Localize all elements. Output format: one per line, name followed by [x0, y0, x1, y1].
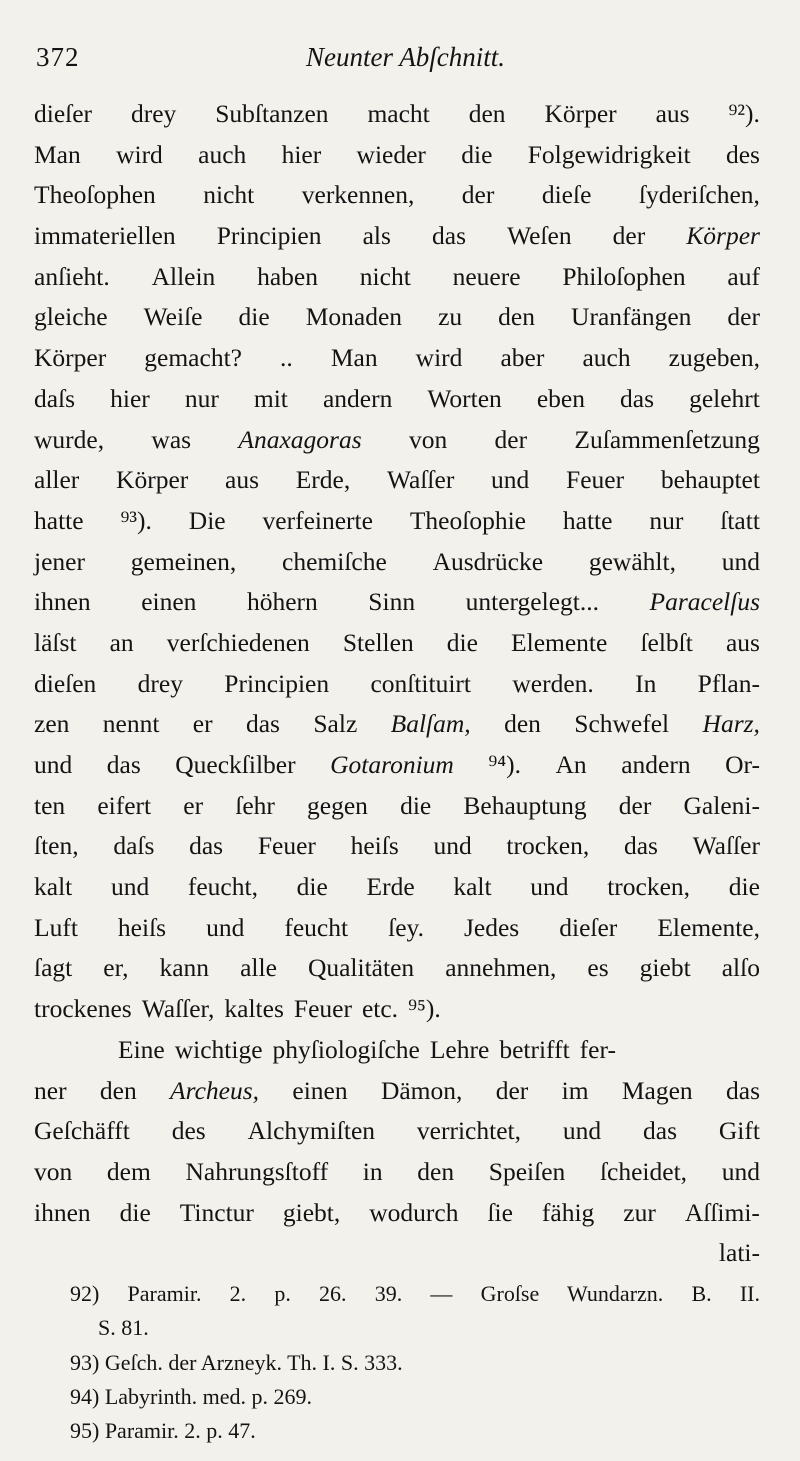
- word: das: [620, 383, 655, 413]
- footnote: [70, 1311, 760, 1345]
- word: Gift: [718, 1116, 760, 1146]
- word: nicht: [359, 261, 411, 291]
- word: gelehrt: [689, 383, 760, 413]
- word: Erde: [366, 872, 415, 902]
- word: zen: [34, 709, 70, 739]
- word: verrichtet,: [416, 1116, 521, 1146]
- word: fer-: [579, 1034, 616, 1064]
- word: verſchiedenen: [166, 627, 310, 657]
- word: Speiſen: [488, 1156, 566, 1186]
- word: ſehr: [235, 790, 275, 820]
- word: zugeben,: [668, 343, 760, 373]
- word: das: [189, 831, 224, 861]
- word: das: [106, 750, 141, 779]
- word: wichtige: [174, 1034, 263, 1064]
- footnote-text: 92) Paramir. 2. p. 26. 39. — Groſse Wundarzn. B. II.: [70, 1281, 760, 1306]
- text-line: [34, 1071, 760, 1112]
- word: andern: [322, 383, 393, 413]
- word: Gotaronium: [330, 750, 454, 779]
- word: Balſam,: [390, 709, 471, 739]
- word: Man: [330, 343, 378, 373]
- footnote-text: 93) Geſch. der Arzneyk. Th. I. S. 333.: [70, 1349, 403, 1375]
- word: ⁹⁵).: [408, 994, 441, 1024]
- word: Monaden: [305, 302, 403, 332]
- word: ſten,: [34, 831, 79, 861]
- word: der: [618, 790, 652, 820]
- word: andern: [621, 750, 691, 779]
- word: den: [99, 1075, 137, 1105]
- word: ſelbſt: [640, 627, 693, 657]
- word: das: [432, 221, 466, 251]
- word: und: [530, 872, 569, 902]
- text-line: [34, 908, 760, 949]
- word: die: [461, 139, 493, 169]
- text-line: [34, 460, 760, 501]
- word: im: [561, 1075, 589, 1105]
- word: der: [495, 1075, 529, 1105]
- word: und: [491, 465, 530, 495]
- word: verfeinerte: [262, 505, 373, 535]
- word: Magen: [621, 1075, 693, 1105]
- word: einen: [292, 1075, 348, 1105]
- word: des: [725, 139, 760, 169]
- text-line: [34, 1152, 760, 1193]
- word: fähig: [541, 1197, 595, 1227]
- word: Alchymiſten: [247, 1116, 376, 1146]
- word: das: [643, 1116, 677, 1146]
- footnote: [70, 1414, 760, 1448]
- word: was: [151, 424, 192, 454]
- text-line: [34, 1030, 760, 1071]
- word: gemacht?: [144, 343, 242, 373]
- word: wurde,: [34, 424, 105, 454]
- word: und: [721, 1156, 760, 1186]
- word: wodurch: [369, 1197, 459, 1227]
- word: nur: [184, 383, 219, 413]
- word: Or-: [725, 750, 760, 779]
- word: Körper: [686, 221, 760, 251]
- text-line: [34, 338, 760, 379]
- word: macht: [367, 99, 430, 128]
- word: Folgewidrigkeit: [527, 139, 691, 169]
- word: feucht: [284, 912, 349, 942]
- word: drey: [137, 668, 183, 698]
- word: trocken,: [506, 831, 590, 861]
- word: ⁹³).: [120, 505, 152, 535]
- word: drey: [130, 99, 177, 128]
- word: ſey.: [388, 912, 424, 942]
- word: Anaxagoras: [238, 424, 362, 454]
- word: hier: [110, 383, 150, 413]
- footnote-text: 95) Paramir. 2. p. 47.: [70, 1418, 256, 1444]
- word: Galeni-: [683, 790, 760, 820]
- word: das: [726, 1075, 760, 1105]
- word: ⁹⁴).: [488, 750, 522, 779]
- text-line: [34, 420, 760, 461]
- word: daſs: [113, 831, 155, 861]
- word: Dämon,: [380, 1075, 463, 1105]
- word: Ausdrücke: [432, 546, 544, 576]
- word: gewählt,: [588, 546, 676, 576]
- word: Jedes: [464, 912, 520, 942]
- word: den: [504, 709, 541, 739]
- word: kalt: [453, 872, 492, 902]
- word: von: [34, 1156, 73, 1186]
- word: ſagt: [34, 953, 73, 983]
- text-line: [34, 135, 760, 176]
- word: von: [408, 424, 448, 454]
- word: Principien: [216, 221, 322, 251]
- word: heiſs: [117, 912, 167, 942]
- word: giebt: [639, 953, 691, 983]
- word: Körper: [34, 343, 107, 373]
- word: und: [562, 1116, 602, 1146]
- word: den: [417, 1156, 455, 1186]
- page-number: 372: [36, 42, 80, 72]
- word: und: [721, 546, 760, 576]
- word: phyſiologiſche: [272, 1034, 420, 1064]
- word: jener: [34, 546, 85, 576]
- text-line: [34, 867, 760, 908]
- word: Behauptung: [463, 790, 587, 820]
- word: verkennen,: [301, 180, 415, 210]
- word: den: [468, 99, 506, 128]
- word: in: [362, 1156, 383, 1186]
- word: Lehre: [429, 1034, 490, 1064]
- text-line: [34, 94, 760, 135]
- text-line: [34, 786, 760, 827]
- footnote-text: 94) Labyrinth. med. p. 269.: [70, 1383, 312, 1409]
- word: auf: [727, 261, 760, 291]
- word: kalt: [34, 872, 73, 902]
- word: und: [206, 912, 245, 942]
- word: Körper: [116, 465, 189, 495]
- text-line: [34, 297, 760, 338]
- word: hatte: [34, 505, 84, 535]
- word: ſcheidet,: [599, 1156, 688, 1186]
- word: dieſer: [559, 912, 618, 942]
- footnote: [70, 1277, 760, 1311]
- word: annehmen,: [445, 953, 557, 983]
- text-line: [34, 1193, 760, 1234]
- word: nicht: [203, 180, 255, 210]
- word: giebt,: [282, 1197, 341, 1227]
- word: ten: [34, 790, 66, 820]
- word: Weſen: [507, 221, 572, 251]
- text-line: [34, 582, 760, 623]
- word: ihnen: [34, 587, 91, 617]
- word: die: [119, 1197, 151, 1227]
- word: Waſſer: [386, 465, 455, 495]
- word: aller: [34, 465, 80, 495]
- word: und: [34, 750, 73, 779]
- word: feucht,: [187, 872, 258, 902]
- word: ⁹²).: [728, 99, 760, 128]
- word: auch: [198, 139, 247, 169]
- word: wird: [415, 343, 463, 373]
- word: Eine: [118, 1034, 165, 1064]
- word: es: [587, 953, 609, 983]
- word: Erde,: [295, 465, 351, 495]
- word: die: [446, 627, 478, 657]
- word: ..: [280, 343, 293, 373]
- word: Man: [34, 139, 81, 169]
- word: zur: [623, 1197, 656, 1227]
- word: conſtituirt: [370, 668, 472, 698]
- word: hier: [281, 139, 322, 169]
- text-line: [34, 216, 760, 257]
- word: Aſſimi-: [684, 1197, 760, 1227]
- word: der: [494, 424, 528, 454]
- word: die: [400, 790, 432, 820]
- word: untergelegt...: [465, 587, 599, 617]
- footnotes: [70, 1277, 760, 1448]
- word: etc.: [361, 994, 399, 1024]
- word: gemeinen,: [130, 546, 237, 576]
- word: trockenes: [34, 994, 132, 1024]
- text-line: [34, 542, 760, 583]
- word: Paracelſus: [649, 587, 760, 617]
- text-line: [34, 1111, 760, 1152]
- word: Waſſer,: [141, 994, 215, 1024]
- word: Philoſophen: [562, 261, 686, 291]
- word: die: [296, 872, 328, 902]
- word: das: [623, 831, 658, 861]
- word: Schwefel: [574, 709, 670, 739]
- text-line: [34, 989, 760, 1030]
- word: Geſchäfft: [34, 1116, 130, 1146]
- word: immateriellen: [34, 221, 176, 251]
- page-header: [36, 42, 760, 78]
- word: und: [433, 831, 472, 861]
- word: Salz: [313, 709, 358, 739]
- word: ſyderiſchen,: [638, 180, 760, 210]
- text-line: [34, 501, 760, 542]
- word: der: [612, 221, 646, 251]
- word: läſst: [34, 627, 77, 657]
- word: kann: [159, 953, 210, 983]
- word: einen: [141, 587, 197, 617]
- word: aus: [225, 465, 259, 495]
- word: gegen: [307, 790, 368, 820]
- text-line: [34, 623, 760, 664]
- footnote: [70, 1346, 760, 1380]
- word: Queckſilber: [175, 750, 296, 779]
- word: Uranfängen: [571, 302, 692, 332]
- word: eifert: [97, 790, 152, 820]
- word: lati-: [718, 1238, 760, 1268]
- word: als: [362, 221, 391, 251]
- word: mit: [253, 383, 288, 413]
- word: behauptet: [660, 465, 760, 495]
- text-line: [34, 745, 760, 786]
- word: auch: [582, 343, 631, 373]
- word: werden.: [512, 668, 594, 698]
- word: dem: [106, 1156, 151, 1186]
- word: alle: [240, 953, 277, 983]
- word: Feuer: [293, 994, 352, 1024]
- word: wieder: [356, 139, 426, 169]
- word: Qualitäten: [307, 953, 415, 983]
- word: Luft: [34, 912, 78, 942]
- word: daſs: [34, 383, 76, 413]
- word: Tinctur: [179, 1197, 254, 1227]
- word: zu: [438, 302, 463, 332]
- word: und: [110, 872, 150, 902]
- word: das: [245, 709, 280, 739]
- word: die: [238, 302, 270, 332]
- word: In: [635, 668, 657, 698]
- word: Elemente: [511, 627, 608, 657]
- word: Theoſophie: [409, 505, 526, 535]
- word: Archeus,: [170, 1075, 260, 1105]
- text-line: [34, 704, 760, 745]
- word: kaltes: [224, 994, 284, 1024]
- word: er: [183, 790, 204, 820]
- word: der: [461, 180, 495, 210]
- word: Weiſe: [143, 302, 203, 332]
- text-line: [34, 257, 760, 298]
- word: Feuer: [257, 831, 316, 861]
- word: Theoſophen: [34, 180, 156, 210]
- word: ihnen: [34, 1197, 91, 1227]
- word: aus: [655, 99, 690, 128]
- word: nur: [649, 505, 684, 535]
- word: heiſs: [350, 831, 399, 861]
- word: er,: [103, 953, 129, 983]
- word: Zuſammenſetzung: [574, 424, 760, 454]
- word: gleiche: [34, 302, 108, 332]
- word: der: [727, 302, 760, 332]
- word: aber: [500, 343, 545, 373]
- word: Allein: [151, 261, 216, 291]
- word: nennt: [102, 709, 160, 739]
- word: alſo: [721, 953, 760, 983]
- word: des: [171, 1116, 206, 1146]
- word: neuere: [452, 261, 521, 291]
- footnote: [70, 1380, 760, 1414]
- word: trocken,: [607, 872, 691, 902]
- word: haben: [257, 261, 318, 291]
- word: anſieht.: [34, 261, 110, 291]
- word: wird: [116, 139, 163, 169]
- text-line: [34, 826, 760, 867]
- word: den: [498, 302, 535, 332]
- text-line: [34, 175, 760, 216]
- word: Elemente,: [657, 912, 760, 942]
- text-line: [34, 1233, 760, 1274]
- word: Feuer: [566, 465, 625, 495]
- word: Pflan-: [697, 668, 760, 698]
- body-text: [34, 94, 760, 1274]
- word: er: [192, 709, 213, 739]
- text-line: [34, 664, 760, 705]
- text-line: [34, 948, 760, 989]
- word: Sinn: [368, 587, 416, 617]
- word: eben: [536, 383, 585, 413]
- word: betrifft: [499, 1034, 570, 1064]
- word: die: [728, 872, 760, 902]
- footnote-text: S. 81.: [98, 1315, 149, 1341]
- word: höhern: [246, 587, 318, 617]
- word: Subſtanzen: [215, 99, 329, 128]
- running-title: Neunter Abſchnitt.: [306, 42, 505, 72]
- word: dieſe: [541, 180, 592, 210]
- word: chemiſche: [282, 546, 387, 576]
- word: ner: [34, 1075, 67, 1105]
- word: Waſſer: [692, 831, 760, 861]
- word: Stellen: [342, 627, 414, 657]
- word: an: [109, 627, 134, 657]
- word: Harz,: [702, 709, 760, 739]
- word: An: [555, 750, 587, 779]
- word: ſtatt: [720, 505, 760, 535]
- word: Worten: [427, 383, 502, 413]
- word: ſie: [487, 1197, 513, 1227]
- word: aus: [725, 627, 760, 657]
- word: Die: [188, 505, 226, 535]
- word: hatte: [562, 505, 613, 535]
- word: Körper: [544, 99, 617, 128]
- word: Nahrungsſtoff: [185, 1156, 329, 1186]
- word: dieſen: [34, 668, 97, 698]
- text-line: [34, 379, 760, 420]
- word: dieſer: [34, 99, 93, 128]
- word: Principien: [224, 668, 330, 698]
